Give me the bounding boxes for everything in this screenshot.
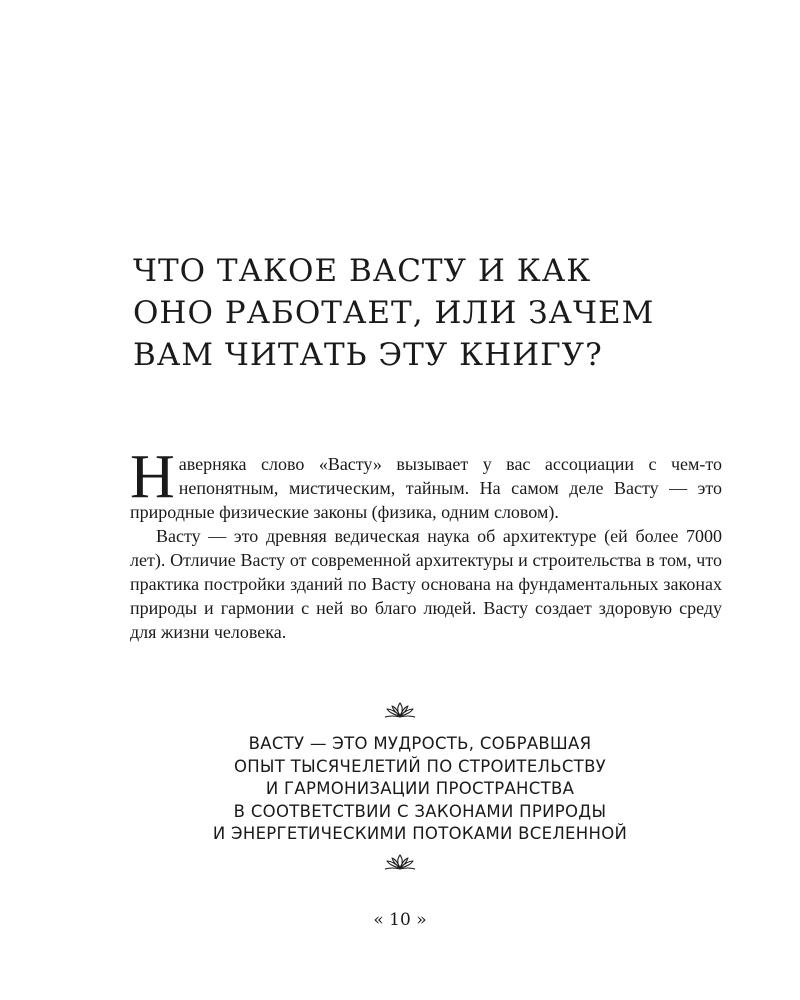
quote-line: И ЭНЕРГЕТИЧЕСКИМИ ПОТОКАМИ ВСЕЛЕННОЙ [212,824,628,843]
pull-quote [150,733,690,846]
quote-line: ОПЫТ ТЫСЯЧЕЛЕТИЙ ПО СТРОИТЕЛЬСТВУ [233,756,607,776]
paragraph-1 [130,443,722,524]
quote-line: ВАСТУ — ЭТО МУДРОСТЬ, СОБРАВШАЯ [248,734,592,753]
quote-line: И ГАРМОНИЗАЦИИ ПРОСТРАНСТВА [265,779,575,798]
paragraph-1-text: аверняка слово «Васту» вызывает у вас ассоциации с чем-то непонятным, мистическим, тайным. На самом деле Васту — это природные физические законы (физика, одним словом). [130,454,722,522]
body-text [130,443,722,644]
page-number: « 10 » [373,910,427,930]
chapter-title-line: ЧТО ТАКОЕ ВАСТУ И КАК [133,253,592,289]
chapter-title [133,250,693,376]
lotus-icon [382,852,418,872]
drop-cap: Н [130,443,175,511]
chapter-title-line: ВАМ ЧИТАТЬ ЭТУ КНИГУ? [133,337,603,373]
paragraph-2: Васту — это древняя ведическая наука об архитектуре (ей более 7000 лет). Отличие Васту от современной архитектуры и строительства в том, что практика постройки зданий по Васту основана на фундаментальных законах природы и гармонии с ней во благо людей. Васту создает здоровую среду для жизни человека. [130,526,722,642]
chapter-title-line: ОНО РАБОТАЕТ, ИЛИ ЗАЧЕМ [133,295,655,331]
lotus-icon [382,700,418,720]
quote-line: В СООТВЕТСТВИИ С ЗАКОНАМИ ПРИРОДЫ [233,801,607,821]
